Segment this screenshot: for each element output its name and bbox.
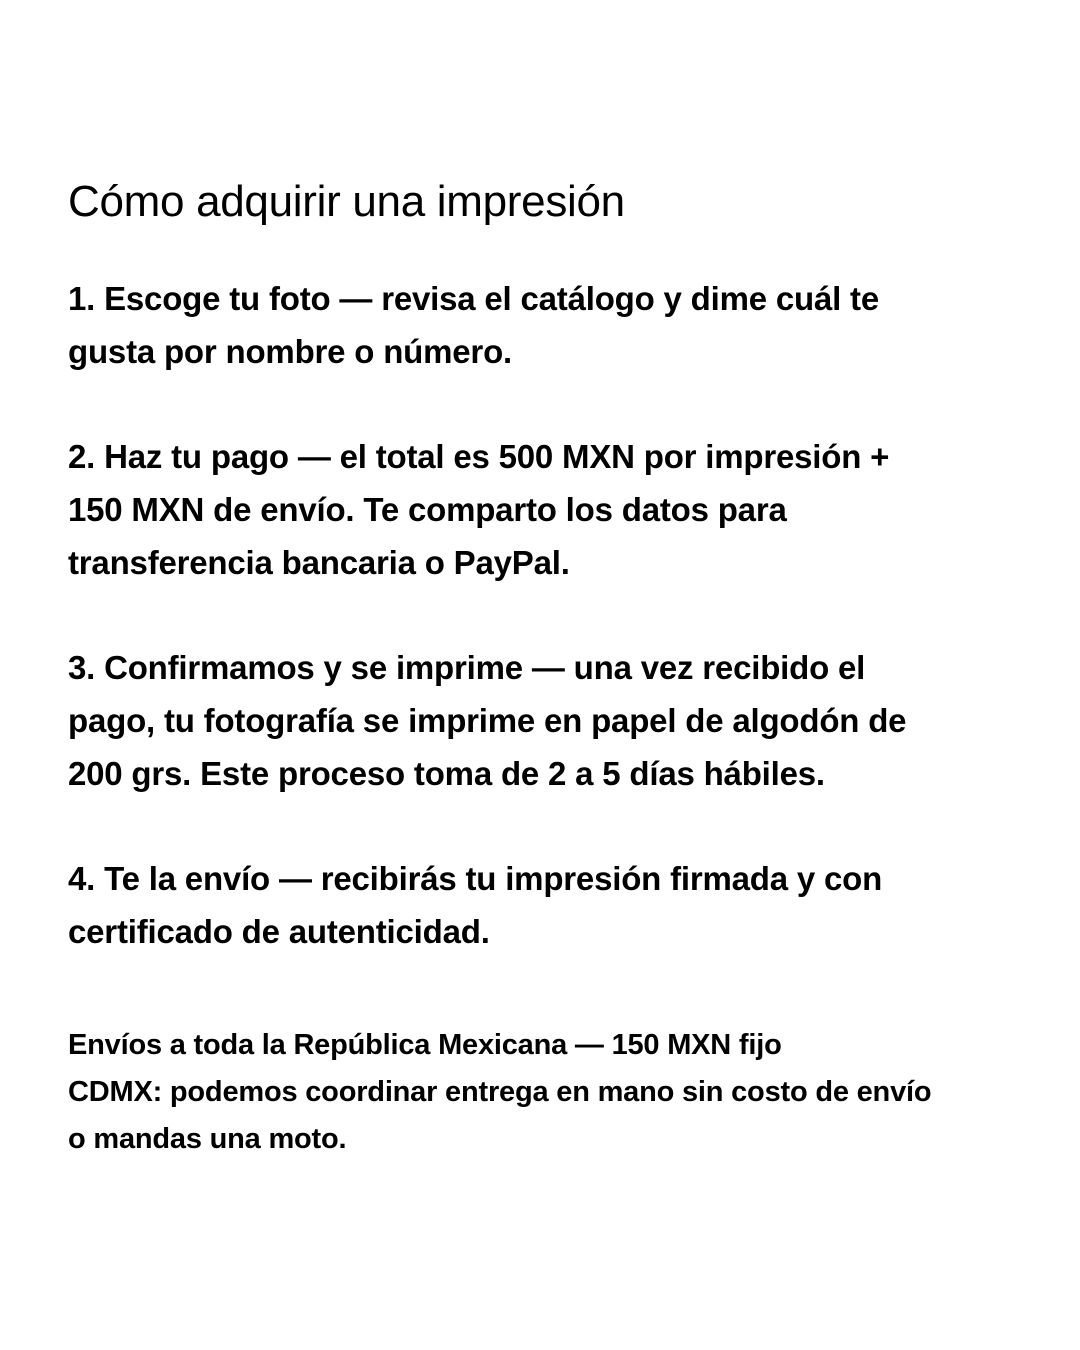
steps-list <box>68 272 1028 958</box>
shipping-notes <box>68 1022 1028 1163</box>
purchase-instructions <box>68 170 1028 1163</box>
step-payment: 2. Haz tu pago — el total es 500 MXN por impresión + 150 MXN de envío. Te comparto los datos para transferencia bancaria o PayPal. <box>68 438 890 581</box>
step-shipping: 4. Te la envío — recibirás tu impresión firmada y con certificado de autenticidad. <box>68 860 883 950</box>
note-national-shipping: Envíos a toda la República Mexicana — 150 MXN fijo <box>68 1029 782 1061</box>
step-choose-photo: 1. Escoge tu foto — revisa el catálogo y dime cuál te gusta por nombre o número. <box>68 280 879 370</box>
step-print: 3. Confirmamos y se imprime — una vez recibido el pago, tu fotografía se imprime en papel de algodón de 200 grs. Este proceso toma de 2 a 5 días hábiles. <box>68 649 907 792</box>
note-cdmx-delivery: CDMX: podemos coordinar entrega en mano sin costo de envío o mandas una moto. <box>68 1076 932 1155</box>
page-title: Cómo adquirir una impresión <box>68 177 625 226</box>
